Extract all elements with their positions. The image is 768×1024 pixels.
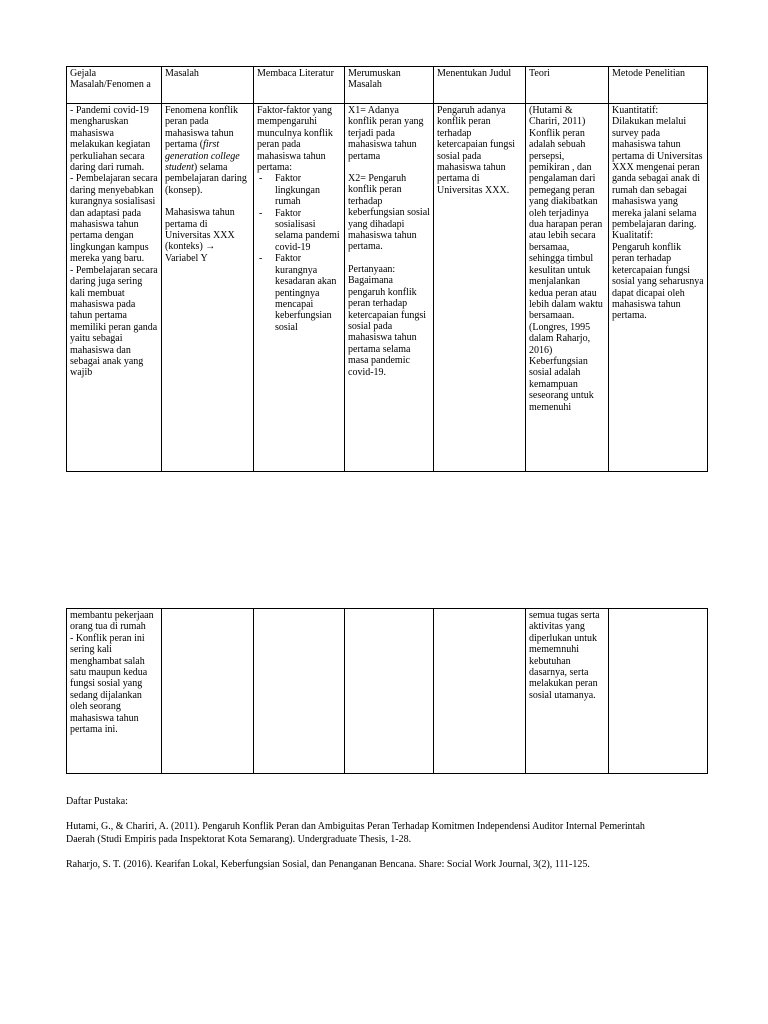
rumusan-question-label: Pertanyaan: xyxy=(348,263,396,275)
header-metode: Metode Penelitian xyxy=(609,67,708,104)
gejala-point-2: - Pembelajaran secara daring menyebabkan kurangnya sosialisasi dan adaptasi pada mahasiswa tahun pertama dengan lingkungan kampus mereka yang baru. xyxy=(70,173,158,265)
judul-cell xyxy=(434,104,526,472)
header-gejala: Gejala Masalah/Fenomen a xyxy=(67,67,162,104)
metode-cell-continued xyxy=(609,609,708,774)
literatur-cell xyxy=(254,104,345,472)
literatur-factor-item: - Faktor sosialisasi selama pandemi covid-19 xyxy=(257,208,341,254)
header-masalah: Masalah xyxy=(162,67,254,104)
literatur-intro: Faktor-faktor yang mempengaruhi munculnya konflik peran pada mahasiswa tahun pertama: xyxy=(257,105,333,174)
header-teori: Teori xyxy=(526,67,609,104)
metode-kuantitatif-text: Dilakukan melalui survey pada mahasiswa tahun pertama di Universitas XXX mengenai peran ganda sebagai anak di rumah dan sebagai mahasiswa yang mereka jalani selama pembelajaran daring. xyxy=(612,116,703,231)
header-literatur: Membaca Literatur xyxy=(254,67,345,104)
bibliography-entry: Hutami, G., & Chariri, A. (2011). Pengaruh Konflik Peran dan Ambiguitas Peran Terhadap Komitmen Independensi Auditor Internal Pemerintah Daerah (Studi Empiris pada Inspektorat Kota Semarang). Undergraduate Thesis, 1-28. xyxy=(66,821,645,845)
framework-table xyxy=(66,66,708,472)
bibliography-entry: Raharjo, S. T. (2016). Kearifan Lokal, Keberfungsian Sosial, dan Penanganan Bencana. Share: Social Work Journal, 3(2), 111-125. xyxy=(66,859,590,870)
table-header-row xyxy=(67,67,708,104)
table-row xyxy=(67,104,708,472)
masalah-cell xyxy=(162,104,254,472)
literatur-factor-item: - Faktor lingkungan rumah xyxy=(257,173,341,207)
masalah-context: Mahasiswa tahun pertama di Universitas XXX (konteks) → Variabel Y xyxy=(165,207,235,264)
rumusan-x2: X2= Pengaruh konflik peran terhadap keberfungsian sosial yang dihadapi mahasiswa tahun pertama. xyxy=(348,173,430,253)
teori-cell-continued xyxy=(526,609,609,774)
bibliography xyxy=(66,795,666,883)
masalah-cell-continued xyxy=(162,609,254,774)
gejala-cell xyxy=(67,104,162,472)
gejala-point-4: - Konflik peran ini sering kali menghambat salah satu maupun kedua fungsi sosial yang sedang dijalankan oleh seorang mahasiswa tahun pertama ini. xyxy=(70,632,148,736)
teori-definition-1: (Hutami & Chariri, 2011) Konflik peran adalah sebuah persepsi, pemikiran , dan pengalaman dari pemegang peran yang diakibatkan oleh terjadinya dua harapan peran atau lebih secara bersamaa, sehingga timbul kesulitan untuk menjalankan kedua peran atau lebih dalam waktu bersamaan. (Longres, 1995 dalam Raharjo, 2016) xyxy=(529,105,603,356)
header-rumusan: Merumuskan Masalah xyxy=(345,67,434,104)
metode-cell xyxy=(609,104,708,472)
judul-text: Pengaruh adanya konflik peran terhadap ketercapaian fungsi sosial pada mahasiswa tahun pertama di Universitas XXX. xyxy=(437,105,516,196)
teori-continuation: semua tugas serta aktivitas yang diperlukan untuk mememnuhi kebutuhan dasarnya, serta melakukan peran sosial utamanya. xyxy=(529,610,600,701)
metode-kualitatif-label: Kualitatif: xyxy=(612,230,654,242)
gejala-point-3: - Pembelajaran secara daring juga sering kali membuat mahasiswa pada tahun pertama memiliki peran ganda yaitu sebagai mahasiswa dan sebagai anak yang wajib xyxy=(70,264,158,379)
gejala-continuation: membantu pekerjaan orang tua di rumah xyxy=(70,610,154,633)
teori-cell xyxy=(526,104,609,472)
masalah-italic-term: first generation college student xyxy=(165,139,240,174)
metode-kualitatif-text: Pengaruh konflik peran terhadap ketercapaian fungsi sosial yang seharusnya dapat dicapai oleh mahasiswa tahun pertama. xyxy=(612,241,704,322)
gejala-point-1: - Pandemi covid-19 mengharuskan mahasiswa melakukan kegiatan perkuliahan secara daring dari rumah. xyxy=(70,105,151,174)
metode-kuantitatif-label: Kuantitatif: xyxy=(612,105,659,116)
header-judul: Menentukan Judul xyxy=(434,67,526,104)
table-row xyxy=(67,609,708,774)
judul-cell-continued xyxy=(434,609,526,774)
framework-table-continued xyxy=(66,608,708,774)
rumusan-x1: X1= Adanya konflik peran yang terjadi pada mahasiswa tahun pertama xyxy=(348,105,424,162)
literatur-factor-list xyxy=(257,173,341,333)
bibliography-title: Daftar Pustaka: xyxy=(66,796,128,807)
masalah-concept: Fenomena konflik peran pada mahasiswa tahun pertama (first generation college student) selama pembelajaran daring (konsep). xyxy=(165,105,247,196)
rumusan-cell-continued xyxy=(345,609,434,774)
rumusan-question: Bagaimana pengaruh konflik peran terhadap ketercapaian fungsi sosial pada mahasiswa tahun pertama selama masa pandemic covid-19. xyxy=(348,275,427,378)
rumusan-cell xyxy=(345,104,434,472)
literatur-factor-item: - Faktor kurangnya kesadaran akan pentingnya mencapai keberfungsian sosial xyxy=(257,253,341,333)
literatur-cell-continued xyxy=(254,609,345,774)
gejala-cell-continued xyxy=(67,609,162,774)
teori-definition-2: Keberfungsian sosial adalah kemampuan seseorang untuk memenuhi xyxy=(529,355,594,413)
